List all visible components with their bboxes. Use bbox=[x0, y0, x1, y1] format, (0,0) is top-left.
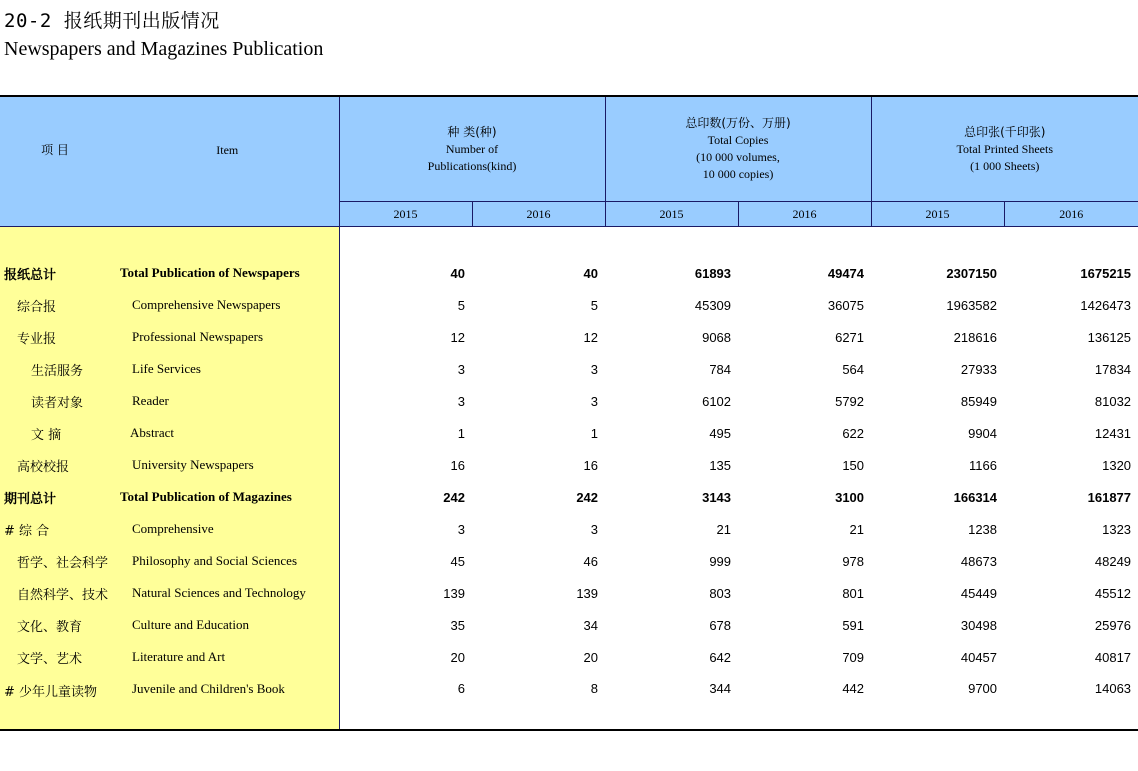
value-cell: 1166 bbox=[969, 457, 998, 473]
item-cn: 文化、教育 bbox=[0, 609, 120, 641]
item-cn: 生活服务 bbox=[0, 353, 120, 385]
table-row bbox=[0, 577, 1138, 609]
value-cell: 166314 bbox=[953, 489, 998, 505]
value-cell: 9904 bbox=[968, 425, 998, 441]
item-cn: 哲学、社会科学 bbox=[0, 545, 120, 577]
table-row bbox=[0, 321, 1138, 353]
value-cell: 344 bbox=[605, 673, 738, 730]
value-cell: 16 bbox=[583, 457, 599, 473]
year-header: 2015 bbox=[871, 202, 1004, 227]
value-cell: 242 bbox=[339, 481, 472, 513]
item-cn: 高校校报 bbox=[0, 449, 120, 481]
value-cell: 242 bbox=[576, 489, 599, 505]
item-en: Philosophy and Social Sciences bbox=[120, 545, 339, 577]
value-cell: 442 bbox=[738, 673, 871, 730]
value-cell: 46 bbox=[583, 553, 599, 569]
value-cell: 3 bbox=[339, 385, 472, 417]
value-cell: 17834 bbox=[1094, 361, 1132, 377]
value-cell: 678 bbox=[709, 617, 732, 633]
item-en: Natural Sciences and Technology bbox=[120, 577, 339, 609]
value-cell: 3100 bbox=[835, 489, 865, 505]
value-cell: 34 bbox=[583, 617, 599, 633]
value-cell: 45 bbox=[339, 545, 472, 577]
value-cell: 139 bbox=[576, 585, 599, 601]
value-cell: 5 bbox=[590, 297, 599, 313]
value-cell: 9068 bbox=[702, 329, 732, 345]
item-en: Abstract bbox=[120, 417, 339, 449]
value-cell: 40457 bbox=[960, 649, 998, 665]
value-cell: 1 bbox=[590, 425, 599, 441]
value-cell: 801 bbox=[842, 585, 865, 601]
value-cell: 5792 bbox=[835, 393, 865, 409]
item-cn: 期刊总计 bbox=[0, 481, 120, 513]
value-cell: 45309 bbox=[694, 297, 732, 313]
table-row bbox=[0, 289, 1138, 321]
item-en: Life Services bbox=[120, 353, 339, 385]
table-row bbox=[0, 257, 1138, 289]
item-en: Comprehensive Newspapers bbox=[120, 289, 339, 321]
item-cn: 文 摘 bbox=[0, 417, 120, 449]
value-cell: 1 bbox=[339, 417, 472, 449]
value-cell: 40817 bbox=[1094, 649, 1132, 665]
value-cell: 139 bbox=[339, 577, 472, 609]
item-en: Reader bbox=[120, 385, 339, 417]
value-cell: 3 bbox=[590, 361, 599, 377]
value-cell: 12 bbox=[583, 329, 599, 345]
year-header: 2016 bbox=[472, 202, 605, 227]
value-cell: 1323 bbox=[1102, 521, 1132, 537]
value-cell: 36075 bbox=[827, 297, 865, 313]
value-cell: 45449 bbox=[960, 585, 998, 601]
page-title-cn: 20-2 报纸期刊出版情况 bbox=[4, 10, 220, 32]
value-cell: 3 bbox=[590, 393, 599, 409]
value-cell: 20 bbox=[583, 649, 599, 665]
year-header: 2015 bbox=[339, 202, 472, 227]
table-row bbox=[0, 545, 1138, 577]
value-cell: 3143 bbox=[702, 489, 732, 505]
value-cell: 495 bbox=[709, 425, 732, 441]
value-cell: 85949 bbox=[960, 393, 998, 409]
value-cell: 6102 bbox=[702, 393, 732, 409]
value-cell: 999 bbox=[709, 553, 732, 569]
value-cell: 161877 bbox=[1087, 489, 1132, 505]
value-cell: 20 bbox=[339, 641, 472, 673]
value-cell: 35 bbox=[339, 609, 472, 641]
value-cell: 45512 bbox=[1094, 585, 1132, 601]
value-cell: 27933 bbox=[960, 361, 998, 377]
item-en: Total Publication of Magazines bbox=[120, 481, 339, 513]
table-row bbox=[0, 609, 1138, 641]
table-row bbox=[0, 673, 1138, 730]
value-cell: 3 bbox=[590, 521, 599, 537]
item-en: Professional Newspapers bbox=[120, 321, 339, 353]
table-row bbox=[0, 641, 1138, 673]
table-row bbox=[0, 449, 1138, 481]
item-en: Literature and Art bbox=[120, 641, 339, 673]
item-en: Juvenile and Children's Book bbox=[120, 673, 339, 730]
value-cell: 21 bbox=[716, 521, 732, 537]
value-cell: 9700 bbox=[871, 673, 1004, 730]
value-cell: 12431 bbox=[1094, 425, 1132, 441]
value-cell: 40 bbox=[583, 265, 599, 281]
value-cell: 61893 bbox=[694, 265, 732, 281]
value-cell: 803 bbox=[709, 585, 732, 601]
item-cn: # 少年儿童读物 bbox=[0, 673, 120, 730]
value-cell: 1426473 bbox=[1080, 297, 1132, 313]
value-cell: 3 bbox=[339, 353, 472, 385]
item-cn: 文学、艺术 bbox=[0, 641, 120, 673]
item-cn: 综合报 bbox=[0, 289, 120, 321]
item-en: Total Publication of Newspapers bbox=[120, 257, 339, 289]
table-row bbox=[0, 417, 1138, 449]
item-cn: 专业报 bbox=[0, 321, 120, 353]
value-cell: 49474 bbox=[827, 265, 865, 281]
value-cell: 14063 bbox=[1004, 673, 1138, 730]
value-cell: 1320 bbox=[1102, 457, 1132, 473]
value-cell: 622 bbox=[842, 425, 865, 441]
value-cell: 150 bbox=[842, 457, 865, 473]
header-number-of-publications: 种 类(种) Number of Publications(kind) bbox=[339, 96, 605, 202]
header-total-printed-sheets: 总印张(千印张) Total Printed Sheets (1 000 Sheets) bbox=[871, 96, 1138, 202]
value-cell: 3 bbox=[339, 513, 472, 545]
value-cell: 1963582 bbox=[946, 297, 998, 313]
value-cell: 2307150 bbox=[946, 265, 998, 281]
table-row bbox=[0, 385, 1138, 417]
value-cell: 135 bbox=[709, 457, 732, 473]
value-cell: 642 bbox=[709, 649, 732, 665]
year-header: 2016 bbox=[1004, 202, 1138, 227]
item-cn: # 综 合 bbox=[0, 513, 120, 545]
publication-table bbox=[0, 95, 1138, 731]
value-cell: 564 bbox=[842, 361, 865, 377]
value-cell: 30498 bbox=[960, 617, 998, 633]
page-title-en: Newspapers and Magazines Publication bbox=[4, 38, 324, 60]
value-cell: 1675215 bbox=[1080, 265, 1132, 281]
value-cell: 12 bbox=[339, 321, 472, 353]
value-cell: 40 bbox=[339, 257, 472, 289]
item-en: Comprehensive bbox=[120, 513, 339, 545]
table-row bbox=[0, 481, 1138, 513]
value-cell: 218616 bbox=[953, 329, 998, 345]
value-cell: 8 bbox=[472, 673, 605, 730]
value-cell: 6271 bbox=[835, 329, 865, 345]
value-cell: 591 bbox=[842, 617, 865, 633]
item-cn: 自然科学、技术 bbox=[0, 577, 120, 609]
value-cell: 81032 bbox=[1094, 393, 1132, 409]
value-cell: 48673 bbox=[960, 553, 998, 569]
value-cell: 978 bbox=[842, 553, 865, 569]
header-item-en: Item bbox=[120, 96, 339, 202]
item-cn: 读者对象 bbox=[0, 385, 120, 417]
item-cn: 报纸总计 bbox=[0, 257, 120, 289]
value-cell: 25976 bbox=[1094, 617, 1132, 633]
header-item-cn: 项 目 bbox=[0, 96, 120, 202]
table-row bbox=[0, 513, 1138, 545]
value-cell: 1238 bbox=[968, 521, 998, 537]
value-cell: 6 bbox=[339, 673, 472, 730]
value-cell: 16 bbox=[339, 449, 472, 481]
value-cell: 21 bbox=[849, 521, 865, 537]
header-total-copies: 总印数(万份、万册) Total Copies (10 000 volumes, 10 000 copies) bbox=[605, 96, 871, 202]
value-cell: 784 bbox=[709, 361, 732, 377]
item-en: Culture and Education bbox=[120, 609, 339, 641]
value-cell: 48249 bbox=[1094, 553, 1132, 569]
year-header: 2015 bbox=[605, 202, 738, 227]
value-cell: 5 bbox=[339, 289, 472, 321]
table-row bbox=[0, 353, 1138, 385]
value-cell: 136125 bbox=[1087, 329, 1132, 345]
year-header: 2016 bbox=[738, 202, 871, 227]
value-cell: 709 bbox=[842, 649, 865, 665]
item-en: University Newspapers bbox=[120, 449, 339, 481]
